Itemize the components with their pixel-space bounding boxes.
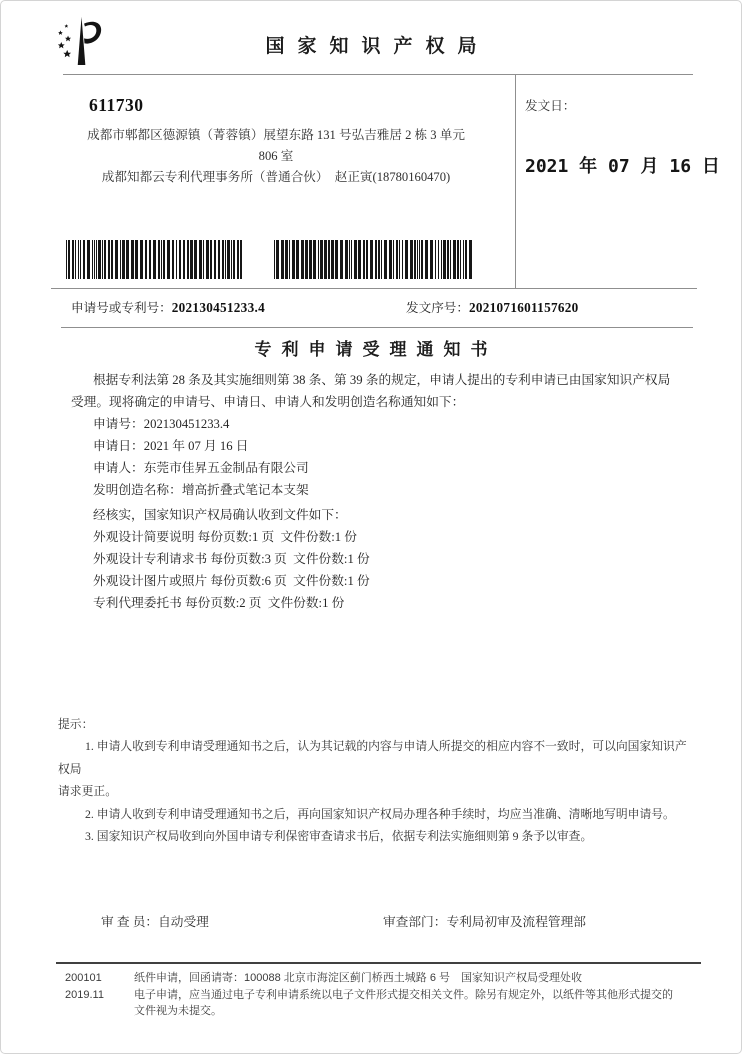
department-value: 专利局初审及流程管理部	[446, 915, 586, 929]
barcode-left	[65, 240, 245, 279]
examiner-group	[101, 915, 209, 929]
agency-title: 国家知识产权局	[265, 36, 490, 57]
document-item-2: 外观设计专利请求书 每份页数:3 页 文件份数:1 份	[93, 552, 370, 567]
field-label: 申请日：	[93, 438, 144, 453]
field-label: 申请号：	[93, 416, 144, 431]
intro-line-1: 根据专利法第 28 条及其实施细则第 38 条、第 39 条的规定，申请人提出的专利申请已由国家知识产权局	[93, 373, 671, 387]
field-value: 2021 年 07 月 16 日	[143, 438, 249, 453]
tip-item-3: 3. 国家知识产权局收到向外国申请专利保密审查请求书后，依据专利法实施细则第 9 条予以审查。	[85, 829, 593, 844]
recipient-line: 成都知都云专利代理事务所（普通合伙） 赵正寅(18780160470)	[101, 170, 451, 184]
footer-electronic-line-1: 电子申请，应当通过电子专利申请系统以电子文件形式提交相关文件。除另有规定外，以纸件等其他形式提交的	[134, 988, 673, 1001]
footer-codes	[65, 970, 134, 1020]
footer-code-1: 200101	[65, 972, 102, 984]
address-line-2: 806 室	[258, 149, 294, 163]
tips-section	[58, 713, 694, 847]
numbers-row	[71, 297, 695, 316]
tip-item-1-continuation: 请求更正。	[58, 784, 117, 799]
barcode-right	[273, 240, 473, 279]
examiner-label: 审 查 员：	[101, 915, 159, 929]
received-intro: 经核实，国家知识产权局确认收到文件如下：	[93, 508, 347, 523]
tips-heading: 提示：	[58, 717, 94, 731]
address-line-1: 成都市郫都区德源镇（菁蓉镇）展望东路 131 号弘吉雅居 2 栋 3 单元	[87, 128, 465, 142]
department-group	[383, 911, 586, 930]
issue-date-label: 发文日：	[525, 99, 576, 113]
document-item-4: 专利代理委托书 每份页数:2 页 文件份数:1 份	[93, 596, 345, 611]
intro-line-2: 受理。现将确定的申请号、申请日、申请人和发明创造名称通知如下：	[71, 394, 465, 409]
document-item-3: 外观设计图片或照片 每份页数:6 页 文件份数:1 份	[93, 574, 370, 589]
field-invention-title	[71, 480, 689, 502]
footer-electronic-line-2: 文件视为未提交。	[134, 1005, 222, 1017]
application-number-label: 申请号或专利号：	[71, 301, 172, 315]
serial-number-value: 2021071601157620	[468, 300, 579, 315]
footer-text	[134, 970, 697, 1020]
issue-date-value: 2021 年 07 月 16 日	[525, 156, 720, 177]
field-value: 增高折叠式笔记本支架	[181, 482, 309, 497]
field-label: 申请人：	[93, 460, 144, 475]
header-rule	[63, 74, 693, 75]
notice-title: 专利申请受理通知书	[254, 340, 498, 359]
footer-paper-line: 纸件申请，回函请寄：100088 北京市海淀区蓟门桥西土城路 6 号 国家知识产权局受理处收	[134, 972, 582, 984]
field-label: 发明创造名称：	[93, 482, 182, 497]
serial-number-group	[406, 297, 579, 316]
field-filing-date	[71, 436, 689, 458]
issue-date-box	[525, 95, 720, 178]
footer	[65, 970, 697, 1020]
field-value: 东莞市佳昇五金制品有限公司	[143, 460, 309, 475]
examiner-value: 自动受理	[158, 915, 209, 929]
document-item-1: 外观设计简要说明 每份页数:1 页 文件份数:1 份	[93, 530, 357, 545]
application-number-group	[71, 301, 265, 315]
notice-body	[71, 370, 689, 615]
mid-rule	[51, 288, 697, 289]
field-application-number	[71, 414, 689, 436]
tip-item-1: 1. 申请人收到专利申请受理通知书之后，认为其记载的内容与申请人所提交的相应内容不一致时，可以向国家知识产权局	[58, 739, 687, 776]
mailing-block	[65, 95, 487, 188]
field-value: 202130451233.4	[143, 416, 230, 431]
department-label: 审查部门：	[383, 915, 447, 929]
field-applicant	[71, 458, 689, 480]
tip-item-2: 2. 申请人收到专利申请受理通知书之后，再向国家知识产权局办理各种手续时，均应当准确、清晰地写明申请号。	[85, 806, 675, 821]
postal-code: 611730	[89, 95, 144, 115]
issue-box-divider	[515, 74, 516, 288]
footer-rule	[56, 962, 701, 964]
signoff-row	[101, 911, 701, 930]
title-rule	[61, 327, 693, 328]
application-number-value: 202130451233.4	[171, 300, 265, 315]
serial-number-label: 发文序号：	[406, 301, 469, 315]
footer-code-2: 2019.11	[65, 988, 104, 1001]
